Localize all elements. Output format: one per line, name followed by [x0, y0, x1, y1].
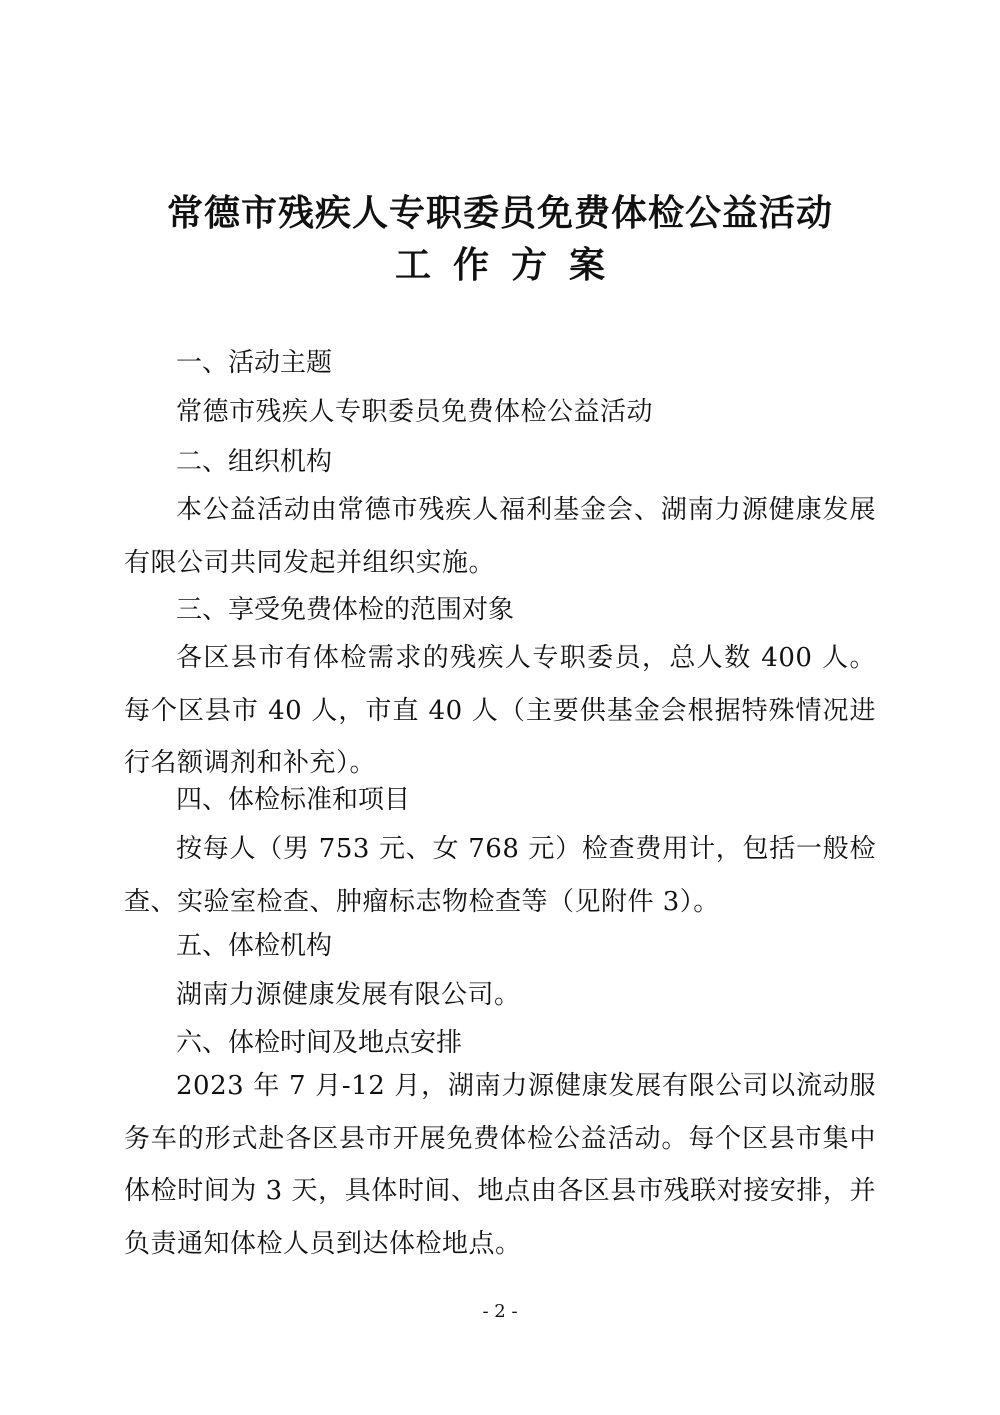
- section-heading: 一、活动主题: [176, 348, 333, 378]
- section-body: 按每人（男 753 元、女 768 元）检查费用计，包括一般检查、实验室检查、肿瘤标志物检查等（见附件 3）。: [124, 834, 876, 917]
- section-body: 常德市残疾人专职委员免费体检公益活动: [176, 397, 654, 427]
- document-title: 常德市残疾人专职委员免费体检公益活动: [166, 193, 833, 234]
- section-body: 2023 年 7 月-12 月，湖南力源健康发展有限公司以流动服务车的形式赴各区县市开展免费体检公益活动。每个区县市集中体检时间为 3 天，具体时间、地点由各区县市残联对接安排，并负责通知体检人员到达体检地点。: [124, 1071, 876, 1259]
- section-heading: 三、享受免费体检的范围对象: [176, 595, 515, 625]
- section-body: 各区县市有体检需求的残疾人专职委员，总人数 400 人。每个区县市 40 人，市直 40 人（主要供基金会根据特殊情况进行名额调剂和补充）。: [124, 643, 876, 778]
- document-subtitle: 工作方案: [394, 245, 627, 286]
- section-body: 湖南力源健康发展有限公司。: [176, 980, 521, 1010]
- section-heading: 五、体检机构: [176, 931, 333, 961]
- section-body: 本公益活动由常德市残疾人福利基金会、湖南力源健康发展有限公司共同发起并组织实施。: [124, 495, 876, 578]
- section-heading: 二、组织机构: [176, 447, 333, 477]
- section-heading: 六、体检时间及地点安排: [176, 1028, 463, 1058]
- page-number: - 2 -: [482, 1301, 518, 1322]
- section-heading: 四、体检标准和项目: [176, 785, 411, 815]
